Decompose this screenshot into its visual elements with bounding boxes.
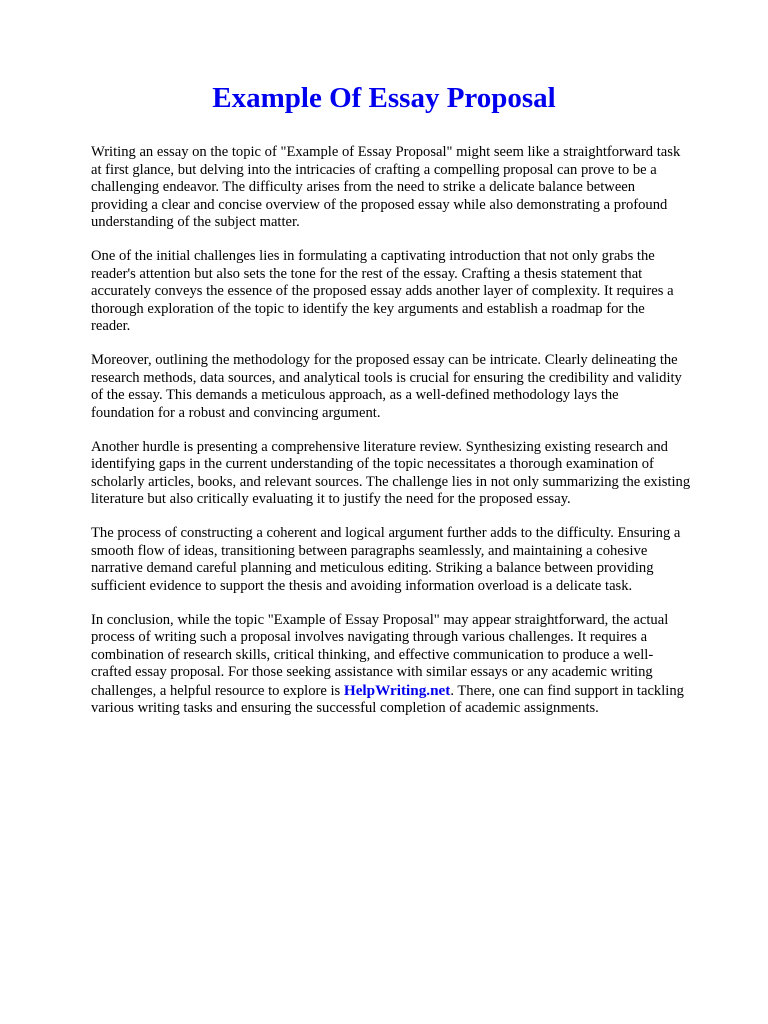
link-line-before: challenges, a helpful resource to explore is <box>91 682 344 699</box>
text-line: understanding of the subject matter. <box>91 214 300 230</box>
text-line: research methods, data sources, and analytical tools is crucial for ensuring the credibility and validity <box>91 369 682 386</box>
text-line: foundation for a robust and convincing argument. <box>91 404 381 421</box>
text-line: at first glance, but delving into the intricacies of crafting a compelling proposal can prove to be a <box>91 161 657 178</box>
text-line: various writing tasks and ensuring the successful completion of academic assignments. <box>91 700 599 716</box>
helpwriting-link[interactable]: HelpWriting.net <box>343 681 451 699</box>
text-line: smooth flow of ideas, transitioning between paragraphs seamlessly, and maintaining a cohesive <box>91 542 648 559</box>
text-line: literature but also critically evaluating it to justify the need for the proposed essay. <box>91 491 571 507</box>
text-line: process of writing such a proposal involves navigating through various challenges. It requires a <box>91 629 648 645</box>
text-line: crafted essay proposal. For those seeking assistance with similar essays or any academic writing <box>91 664 653 680</box>
text-line: reader's attention but also sets the tone for the rest of the essay. Crafting a thesis statement that <box>91 265 643 282</box>
text-line: identifying gaps in the current understanding of the topic necessitates a thorough examination of <box>91 456 654 472</box>
paragraph-1 <box>91 144 733 232</box>
text-line: The process of constructing a coherent and logical argument further adds to the difficulty. Ensuring a <box>91 525 681 541</box>
text-line: challenging endeavor. The difficulty arises from the need to strike a delicate balance between <box>91 179 636 195</box>
paragraph-3 <box>91 352 733 422</box>
text-line: Another hurdle is presenting a comprehensive literature review. Synthesizing existing research and <box>91 438 668 455</box>
text-line: accurately conveys the essence of the proposed essay adds another layer of complexity. It requires a <box>91 283 674 299</box>
text-line: of the essay. This demands a meticulous approach, as a well-defined methodology lays the <box>91 387 619 403</box>
conclusion-paragraph <box>91 612 733 718</box>
paragraph-4 <box>91 439 733 509</box>
text-line: Writing an essay on the topic of "Example of Essay Proposal" might seem like a straightforward task <box>91 144 681 160</box>
text-line: thorough exploration of the topic to identify the key arguments and establish a roadmap for the <box>91 300 645 317</box>
paragraph-2 <box>91 248 733 336</box>
text-line: One of the initial challenges lies in formulating a captivating introduction that not only grabs the <box>91 248 655 264</box>
page-title: Example Of Essay Proposal <box>212 82 556 114</box>
text-line: In conclusion, while the topic "Example of Essay Proposal" may appear straightforward, the actual <box>91 611 669 628</box>
essay-body <box>91 144 733 718</box>
text-line-with-link <box>91 682 733 701</box>
text-line: narrative demand careful planning and meticulous editing. Striking a balance between providing <box>91 560 654 576</box>
text-line: reader. <box>91 318 131 334</box>
text-line: combination of research skills, critical thinking, and effective communication to produce a well- <box>91 646 654 663</box>
text-line: scholarly articles, books, and relevant sources. The challenge lies in not only summarizing the existing <box>91 473 691 490</box>
text-line: Moreover, outlining the methodology for the proposed essay can be intricate. Clearly delineating the <box>91 352 678 368</box>
paragraph-5 <box>91 525 733 595</box>
link-line-after: . There, one can find support in tackling <box>450 682 684 699</box>
text-line: sufficient evidence to support the thesis and avoiding information overload is a delicate task. <box>91 577 633 594</box>
text-line: providing a clear and concise overview of the proposed essay while also demonstrating a profound <box>91 196 668 213</box>
